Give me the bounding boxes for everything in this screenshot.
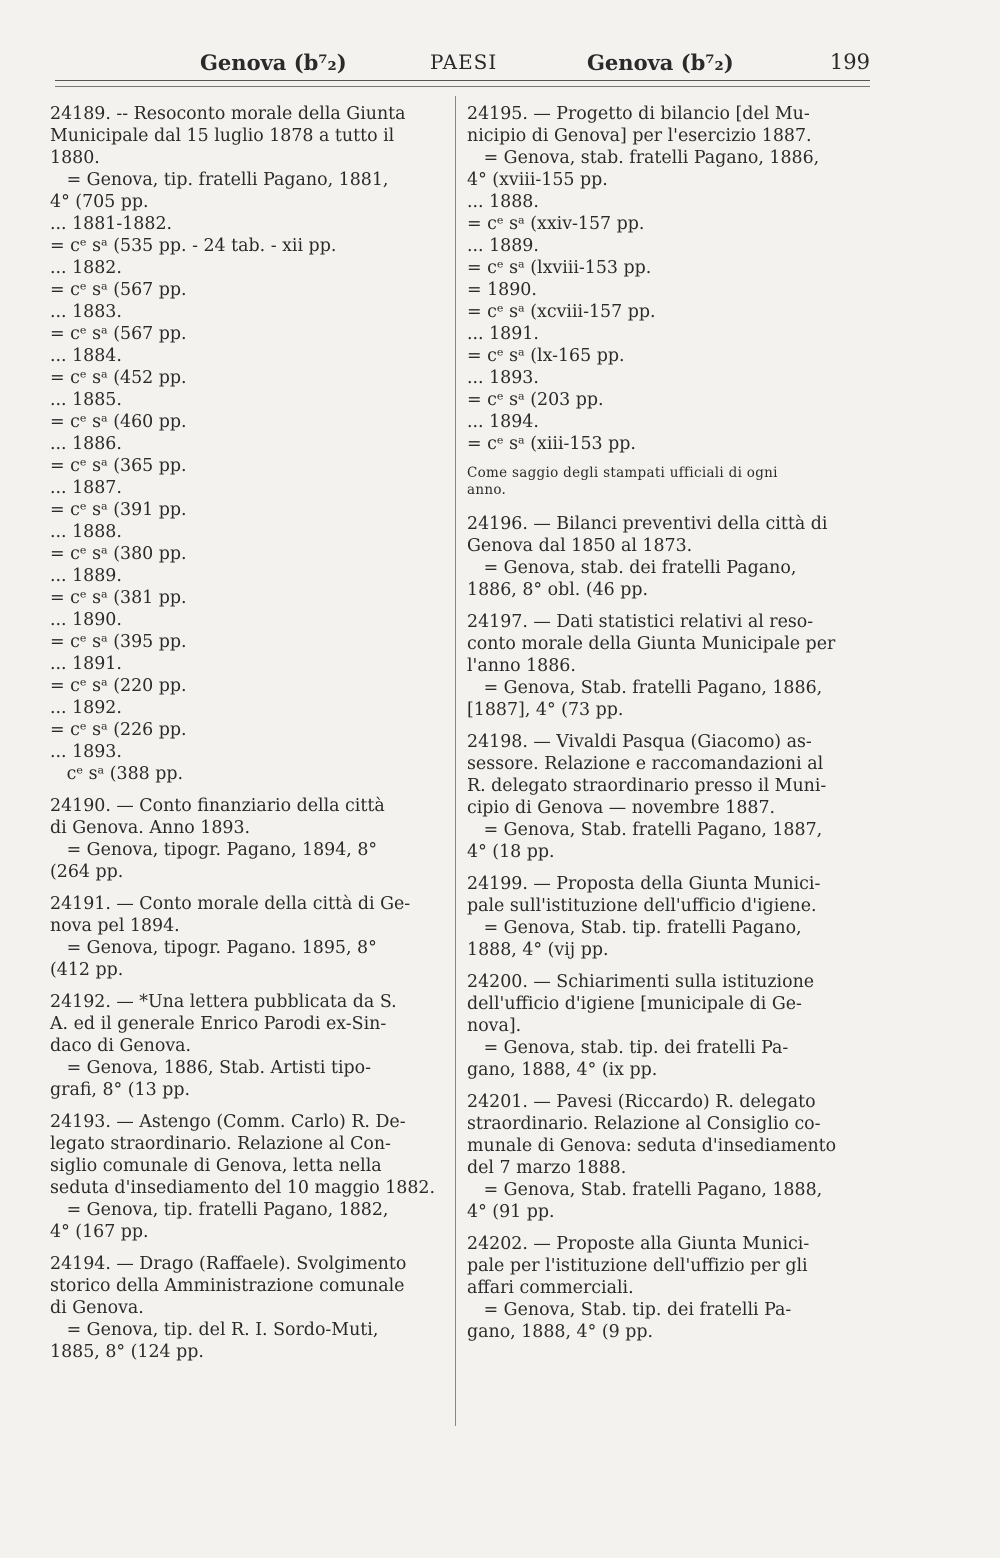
entry-line: = cᵉ sᵃ (lxviii-153 pp. xyxy=(467,258,652,278)
entry-line: del 7 marzo 1888. xyxy=(467,1158,627,1178)
entry-line: = Genova, Stab. tip. fratelli Pagano, xyxy=(467,918,802,938)
catalog-entry xyxy=(50,103,448,785)
entry-line: (412 pp. xyxy=(50,960,124,980)
entry-line: 4° (18 pp. xyxy=(467,842,555,862)
entry-line: = Genova, Stab. fratelli Pagano, 1887, xyxy=(467,820,823,840)
entry-line: = 1890. xyxy=(467,280,537,300)
entry-line: 24199. — Proposta della Giunta Munici- xyxy=(467,874,821,894)
entry-line: = Genova, 1886, Stab. Artisti tipo- xyxy=(50,1058,372,1078)
catalog-entry xyxy=(467,873,873,961)
column-divider xyxy=(455,96,456,1426)
entry-line: 24191. — Conto morale della città di Ge- xyxy=(50,894,411,914)
entry-line: = cᵉ sᵃ (226 pp. xyxy=(50,720,187,740)
entry-line: = Genova, stab. tip. dei fratelli Pa- xyxy=(467,1038,789,1058)
catalog-entry xyxy=(50,991,448,1101)
entry-line: nicipio di Genova] per l'esercizio 1887. xyxy=(467,126,812,146)
entry-line: grafi, 8° (13 pp. xyxy=(50,1080,190,1100)
entry-line: 24202. — Proposte alla Giunta Munici- xyxy=(467,1234,810,1254)
entry-line: = cᵉ sᵃ (203 pp. xyxy=(467,390,604,410)
entry-line: l'anno 1886. xyxy=(467,656,576,676)
entry-line: ... 1886. xyxy=(50,434,122,454)
catalog-entry xyxy=(467,1233,873,1343)
entry-line: = cᵉ sᵃ (365 pp. xyxy=(50,456,187,476)
entry-line: 24197. — Dati statistici relativi al reso- xyxy=(467,612,814,632)
entry-line: 4° (xviii-155 pp. xyxy=(467,170,608,190)
entry-line: Come saggio degli stampati ufficiali di ogni xyxy=(467,465,778,481)
entry-line: ... 1885. xyxy=(50,390,122,410)
entry-line: = cᵉ sᵃ (xcviii-157 pp. xyxy=(467,302,656,322)
entry-line: = cᵉ sᵃ (460 pp. xyxy=(50,412,187,432)
header-left-title: Genova (b⁷₂) xyxy=(200,50,347,75)
entry-line: = cᵉ sᵃ (lx-165 pp. xyxy=(467,346,625,366)
catalog-entry xyxy=(50,1253,448,1363)
entry-line: cᵉ sᵃ (388 pp. xyxy=(50,764,184,784)
entry-line: ... 1889. xyxy=(467,236,539,256)
entry-line: pale sull'istituzione dell'ufficio d'igiene. xyxy=(467,896,817,916)
entry-line: ... 1882. xyxy=(50,258,122,278)
entry-line: straordinario. Relazione al Consiglio co- xyxy=(467,1114,821,1134)
entry-line: 24196. — Bilanci preventivi della città di xyxy=(467,514,828,534)
entry-line: 24200. — Schiarimenti sulla istituzione xyxy=(467,972,815,992)
entry-line: Genova dal 1850 al 1873. xyxy=(467,536,693,556)
entry-line: anno. xyxy=(467,482,507,498)
entry-line: = cᵉ sᵃ (535 pp. - 24 tab. - xii pp. xyxy=(50,236,337,256)
right-column xyxy=(467,103,873,1353)
entry-line: = Genova, Stab. fratelli Pagano, 1888, xyxy=(467,1180,823,1200)
entry-line: (264 pp. xyxy=(50,862,124,882)
entry-line: 24198. — Vivaldi Pasqua (Giacomo) as- xyxy=(467,732,812,752)
entry-line: 1885, 8° (124 pp. xyxy=(50,1342,204,1362)
entry-line: affari commerciali. xyxy=(467,1278,634,1298)
entry-line: Municipale dal 15 luglio 1878 a tutto il xyxy=(50,126,395,146)
catalog-entry xyxy=(467,971,873,1081)
entry-line: storico della Amministrazione comunale xyxy=(50,1276,405,1296)
header-right-title: Genova (b⁷₂) xyxy=(587,50,734,75)
entry-line: 24189. -- Resoconto morale della Giunta xyxy=(50,104,406,124)
header-rule-thick xyxy=(55,80,870,81)
entry-line: 4° (167 pp. xyxy=(50,1222,149,1242)
entry-line: 24193. — Astengo (Comm. Carlo) R. De- xyxy=(50,1112,406,1132)
entry-line: ... 1888. xyxy=(467,192,539,212)
catalog-entry xyxy=(467,513,873,601)
entry-line: ... 1891. xyxy=(50,654,122,674)
entry-line: R. delegato straordinario presso il Muni- xyxy=(467,776,827,796)
entry-line: 4° (705 pp. xyxy=(50,192,149,212)
entry-line: 4° (91 pp. xyxy=(467,1202,555,1222)
entry-line: = Genova, tipogr. Pagano, 1894, 8° xyxy=(50,840,378,860)
entry-line: = Genova, stab. dei fratelli Pagano, xyxy=(467,558,797,578)
entry-line: = Genova, tip. fratelli Pagano, 1882, xyxy=(50,1200,389,1220)
entry-line: = Genova, tip. del R. I. Sordo-Muti, xyxy=(50,1320,379,1340)
entry-line: = Genova, Stab. fratelli Pagano, 1886, xyxy=(467,678,823,698)
entry-note xyxy=(467,465,873,499)
entry-line: di Genova. Anno 1893. xyxy=(50,818,251,838)
entry-line: = cᵉ sᵃ (567 pp. xyxy=(50,324,187,344)
entry-line: munale di Genova: seduta d'insediamento xyxy=(467,1136,837,1156)
entry-line: gano, 1888, 4° (ix pp. xyxy=(467,1060,658,1080)
entry-line: di Genova. xyxy=(50,1298,144,1318)
entry-line: = cᵉ sᵃ (452 pp. xyxy=(50,368,187,388)
left-column xyxy=(50,103,448,1373)
page-number: 199 xyxy=(829,50,870,74)
entry-line: nova pel 1894. xyxy=(50,916,180,936)
entry-line: ... 1891. xyxy=(467,324,539,344)
entry-line: ... 1883. xyxy=(50,302,122,322)
catalog-entry xyxy=(50,893,448,981)
entry-line: ... 1894. xyxy=(467,412,539,432)
entry-line: sessore. Relazione e raccomandazioni al xyxy=(467,754,824,774)
entry-line: A. ed il generale Enrico Parodi ex-Sin- xyxy=(50,1014,387,1034)
entry-line: nova]. xyxy=(467,1016,522,1036)
entry-line: ... 1892. xyxy=(50,698,122,718)
entry-line: seduta d'insediamento del 10 maggio 1882. xyxy=(50,1178,435,1198)
entry-line: cipio di Genova — novembre 1887. xyxy=(467,798,776,818)
entry-line: dell'ufficio d'igiene [municipale di Ge- xyxy=(467,994,802,1014)
entry-line: daco di Genova. xyxy=(50,1036,192,1056)
catalog-entry xyxy=(467,1091,873,1223)
entry-line: 24192. — *Una lettera pubblicata da S. xyxy=(50,992,397,1012)
entry-line: 1880. xyxy=(50,148,100,168)
entry-line: ... 1887. xyxy=(50,478,122,498)
entry-line: ... 1893. xyxy=(50,742,122,762)
entry-line: = Genova, tip. fratelli Pagano, 1881, xyxy=(50,170,389,190)
entry-line: 24195. — Progetto di bilancio [del Mu- xyxy=(467,104,810,124)
entry-line: 24194. — Drago (Raffaele). Svolgimento xyxy=(50,1254,407,1274)
entry-line: = Genova, tipogr. Pagano. 1895, 8° xyxy=(50,938,377,958)
entry-line: legato straordinario. Relazione al Con- xyxy=(50,1134,391,1154)
catalog-entry xyxy=(467,611,873,721)
entry-line: [1887], 4° (73 pp. xyxy=(467,700,624,720)
entry-line: = cᵉ sᵃ (567 pp. xyxy=(50,280,187,300)
entry-line: 24190. — Conto finanziario della città xyxy=(50,796,385,816)
header-section-title: PAESI xyxy=(430,50,498,74)
entry-line: siglio comunale di Genova, letta nella xyxy=(50,1156,382,1176)
catalog-entry xyxy=(50,795,448,883)
entry-line: = cᵉ sᵃ (391 pp. xyxy=(50,500,187,520)
entry-line: conto morale della Giunta Municipale per xyxy=(467,634,836,654)
entry-line: ... 1889. xyxy=(50,566,122,586)
entry-line: 1886, 8° obl. (46 pp. xyxy=(467,580,649,600)
catalog-entry xyxy=(467,731,873,863)
entry-line: = cᵉ sᵃ (220 pp. xyxy=(50,676,187,696)
entry-line: = Genova, Stab. tip. dei fratelli Pa- xyxy=(467,1300,792,1320)
running-header xyxy=(55,46,870,82)
entry-line: ... 1888. xyxy=(50,522,122,542)
entry-line: = cᵉ sᵃ (xxiv-157 pp. xyxy=(467,214,645,234)
entry-line: ... 1893. xyxy=(467,368,539,388)
entry-line: = cᵉ sᵃ (395 pp. xyxy=(50,632,187,652)
entry-line: ... 1881-1882. xyxy=(50,214,173,234)
header-rule-thin xyxy=(55,86,870,87)
catalog-entry xyxy=(50,1111,448,1243)
entry-line: gano, 1888, 4° (9 pp. xyxy=(467,1322,653,1342)
entry-line: pale per l'istituzione dell'uffizio per gli xyxy=(467,1256,808,1276)
entry-line: 1888, 4° (vij pp. xyxy=(467,940,609,960)
entry-line: = cᵉ sᵃ (381 pp. xyxy=(50,588,187,608)
entry-line: ... 1884. xyxy=(50,346,122,366)
entry-line: 24201. — Pavesi (Riccardo) R. delegato xyxy=(467,1092,816,1112)
entry-line: = cᵉ sᵃ (xiii-153 pp. xyxy=(467,434,636,454)
entry-line: ... 1890. xyxy=(50,610,122,630)
entry-line: = cᵉ sᵃ (380 pp. xyxy=(50,544,187,564)
entry-line: = Genova, stab. fratelli Pagano, 1886, xyxy=(467,148,820,168)
catalog-entry xyxy=(467,103,873,455)
